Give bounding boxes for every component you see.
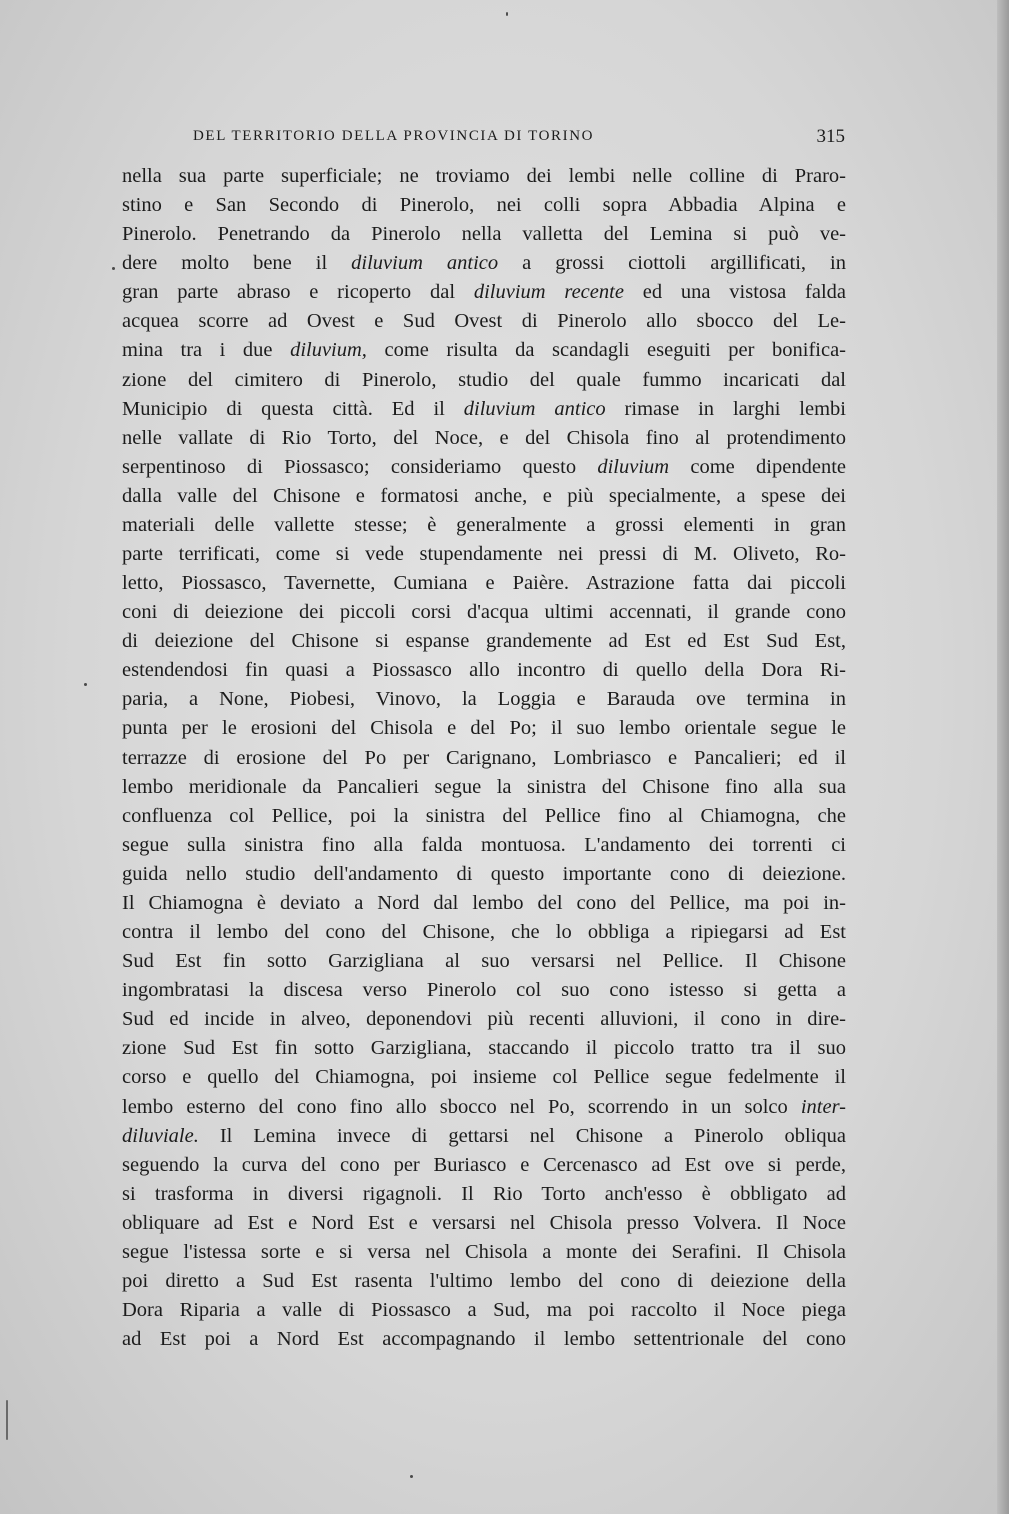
text-line (122, 366, 846, 395)
text-run: parte terrificati, come si vede stupendamente nei pressi di M. Oliveto, Ro- (122, 543, 846, 566)
running-title: DEL TERRITORIO DELLA PROVINCIA DI TORINO (193, 128, 595, 144)
text-run: dalla valle del Chisone e formatosi anche, e più specialmente, a spese dei (122, 484, 846, 507)
text-run: segue sulla sinistra fino alla falda montuosa. L'andamento dei torrenti ci (122, 833, 846, 856)
text-run: guida nello studio dell'andamento di questo importante cono di deiezione. (122, 862, 846, 885)
text-run: terrazze di erosione del Po per Carignano, Lombriasco e Pancalieri; ed il (122, 746, 846, 769)
text-run: lembo esterno del cono fino allo sbocco nel Po, scorrendo in un solco (122, 1095, 801, 1118)
text-line (122, 162, 846, 191)
text-run: Sud ed incide in alveo, deponendovi più recenti alluvioni, il cono in dire- (122, 1008, 846, 1031)
text-line (122, 249, 846, 278)
text-line (122, 307, 846, 336)
text-run: zione Sud Est fin sotto Garzigliana, staccando il piccolo tratto tra il suo (122, 1037, 846, 1060)
text-line (122, 685, 846, 714)
scan-speck (506, 12, 508, 16)
text-run: Il Lemina invece di gettarsi nel Chisone a Pinerolo obliqua (198, 1124, 846, 1147)
text-line (122, 336, 846, 365)
text-run: ad Est poi a Nord Est accompagnando il lembo settentrionale del cono (122, 1328, 846, 1351)
text-line (122, 627, 846, 656)
text-run: corso e quello del Chiamogna, poi insieme col Pellice segue fedelmente il (122, 1066, 846, 1089)
italic-term: diluvium (597, 455, 670, 478)
text-run: materiali delle vallette stesse; è generalmente a grossi elementi in gran (122, 513, 846, 536)
text-line (122, 1267, 846, 1296)
text-run: Municipio di questa città. Ed il (122, 397, 464, 420)
text-run: di deiezione del Chisone si espanse grandemente ad Est ed Est Sud Est, (122, 630, 846, 653)
italic-term: diluvium recente (473, 281, 624, 304)
scan-speck (84, 683, 87, 686)
text-line (122, 1122, 846, 1151)
text-line (122, 976, 846, 1005)
italic-term: inter- (800, 1095, 846, 1118)
text-line (122, 1034, 846, 1063)
text-run: ingombratasi la discesa verso Pinerolo col suo cono istesso si getta a (122, 979, 846, 1002)
text-run: estendendosi fin quasi a Piossasco allo incontro di quello della Dora Ri- (122, 659, 846, 682)
scan-speck (112, 267, 115, 270)
text-line (122, 598, 846, 627)
text-run: gran parte abraso e ricoperto dal (122, 281, 474, 304)
text-line (122, 453, 846, 482)
text-line (122, 395, 846, 424)
text-run: acquea scorre ad Ovest e Sud Ovest di Pinerolo allo sbocco del Le- (122, 310, 846, 333)
text-run: rimase in larghi lembi (605, 397, 846, 420)
text-run: si trasforma in diversi rigagnoli. Il Rio Torto anch'esso è obbligato ad (122, 1182, 846, 1205)
text-line (122, 1151, 846, 1180)
text-line (122, 1180, 846, 1209)
text-line (122, 278, 846, 307)
text-run: ed una vistosa falda (623, 281, 846, 304)
text-run: a grossi ciottoli argillificati, in (498, 252, 846, 275)
text-line (122, 569, 846, 598)
text-run: come dipendente (669, 455, 846, 478)
text-run: punta per le erosioni del Chisola e del Po; il suo lembo orientale segue le (122, 717, 846, 740)
text-run: serpentinoso di Piossasco; consideriamo questo (122, 455, 598, 478)
text-run: Dora Riparia a valle di Piossasco a Sud, ma poi raccolto il Noce piega (122, 1299, 846, 1322)
text-run: nelle vallate di Rio Torto, del Noce, e del Chisola fino al protendimento (122, 426, 846, 449)
text-run: nella sua parte superficiale; ne troviamo dei lembi nelle colline di Praro- (122, 165, 846, 187)
text-line (122, 656, 846, 685)
text-line (122, 1093, 846, 1122)
text-line (122, 773, 846, 802)
text-run: lembo meridionale da Pancalieri segue la sinistra del Chisone fino alla sua (122, 775, 846, 798)
italic-term: diluvium, (290, 339, 367, 362)
text-line (122, 831, 846, 860)
text-line (122, 511, 846, 540)
text-line (122, 540, 846, 569)
text-line (122, 1325, 846, 1354)
text-line (122, 802, 846, 831)
text-line (122, 744, 846, 773)
body-text (122, 162, 846, 1354)
text-run: poi diretto a Sud Est rasenta l'ultimo lembo del cono di deiezione della (122, 1269, 846, 1292)
text-line (122, 424, 846, 453)
text-line (122, 1063, 846, 1092)
text-line (122, 889, 846, 918)
text-line (122, 191, 846, 220)
italic-term: diluvium antico (351, 252, 499, 275)
text-run: Il Chiamogna è deviato a Nord dal lembo del cono del Pellice, ma poi in- (122, 891, 846, 914)
text-line (122, 918, 846, 947)
page-header (193, 128, 845, 154)
text-run: contra il lembo del cono del Chisone, che lo obbliga a ripiegarsi ad Est (122, 921, 846, 944)
text-line (122, 714, 846, 743)
text-line (122, 947, 846, 976)
scan-speck (410, 1475, 413, 1478)
text-line (122, 482, 846, 511)
text-line (122, 220, 846, 249)
text-line (122, 1005, 846, 1034)
text-run: mina tra i due (122, 339, 291, 362)
text-run: paria, a None, Piobesi, Vinovo, la Loggia e Barauda ove termina in (122, 688, 846, 711)
text-run: confluenza col Pellice, poi la sinistra del Pellice fino al Chiamogna, che (122, 804, 846, 827)
text-run: come risulta da scandagli eseguiti per bonifica- (366, 339, 846, 362)
text-run: dere molto bene il (122, 252, 352, 275)
text-run: letto, Piossasco, Tavernette, Cumiana e Paière. Astrazione fatta dai piccoli (122, 572, 846, 595)
text-line (122, 1238, 846, 1267)
italic-term: diluviale. (122, 1124, 199, 1147)
text-run: obliquare ad Est e Nord Est e versarsi nel Chisola presso Volvera. Il Noce (122, 1211, 846, 1234)
text-run: seguendo la curva del cono per Buriasco e Cercenasco ad Est ove si perde, (122, 1153, 846, 1176)
text-run: segue l'istessa sorte e si versa nel Chisola a monte dei Serafini. Il Chisola (122, 1240, 846, 1263)
text-run: Pinerolo. Penetrando da Pinerolo nella valletta del Lemina si può ve- (122, 223, 846, 246)
text-run: coni di deiezione dei piccoli corsi d'acqua ultimi accennati, il grande cono (122, 601, 846, 624)
text-run: stino e San Secondo di Pinerolo, nei colli sopra Abbadia Alpina e (122, 194, 846, 217)
italic-term: diluvium antico (463, 397, 606, 420)
scan-speck (6, 1400, 8, 1440)
page-number: 315 (816, 126, 845, 147)
text-run: Sud Est fin sotto Garzigliana al suo versarsi nel Pellice. Il Chisone (122, 950, 846, 973)
text-line (122, 1296, 846, 1325)
page-edge-shadow (997, 0, 1009, 1514)
text-run: zione del cimitero di Pinerolo, studio del quale fummo incaricati dal (122, 368, 846, 391)
text-line (122, 1209, 846, 1238)
text-line (122, 860, 846, 889)
